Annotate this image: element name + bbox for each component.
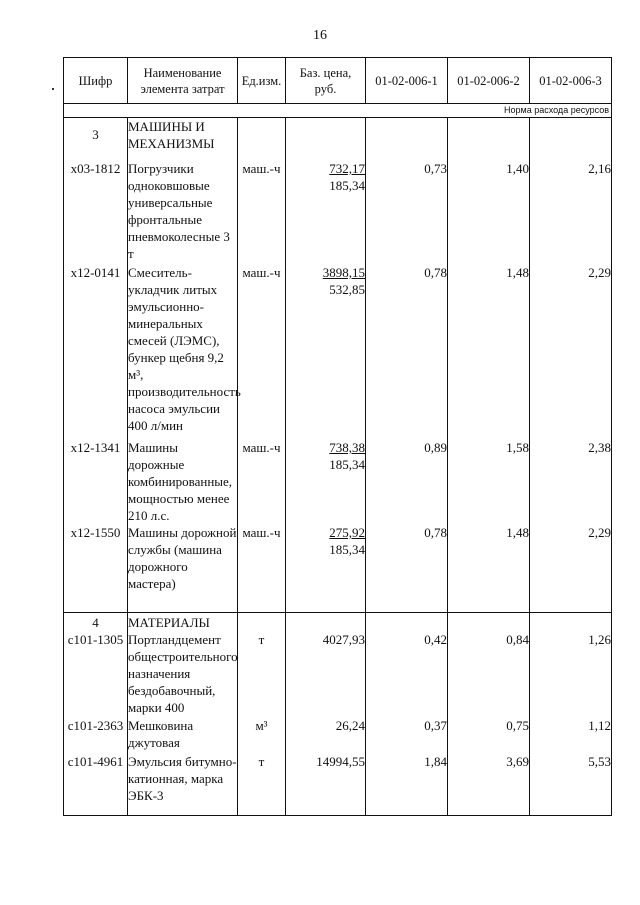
- row-unit: т: [238, 753, 286, 816]
- row-value-2: 1,58: [448, 439, 530, 524]
- row-price: [286, 524, 366, 613]
- row-name: Эмульсия битумно-катионная, марка ЭБК-3: [128, 753, 238, 816]
- section-title: МАТЕРИАЛЫ: [128, 613, 238, 632]
- row-price-main: 738,38: [329, 440, 365, 455]
- row-value-2: 0,84: [448, 631, 530, 717]
- table-row: [64, 524, 612, 613]
- row-name: Машины дорожной службы (машина дорожного мастера): [128, 524, 238, 613]
- section-number: 4: [64, 613, 128, 632]
- row-value-3: 1,26: [530, 631, 612, 717]
- row-price-secondary: 185,34: [329, 457, 365, 472]
- row-value-3: 2,38: [530, 439, 612, 524]
- row-unit: м³: [238, 717, 286, 753]
- row-code: х03-1812: [64, 160, 128, 264]
- row-price: 4027,93: [286, 631, 366, 717]
- row-price: 26,24: [286, 717, 366, 753]
- table-row: [64, 631, 612, 717]
- scan-speck: [52, 88, 54, 90]
- header-price-line1: Баз. цена,: [299, 65, 352, 80]
- row-code: с101-4961: [64, 753, 128, 816]
- table-row: [64, 264, 612, 439]
- row-value-1: 0,73: [366, 160, 448, 264]
- row-price: [286, 264, 366, 439]
- row-value-3: 5,53: [530, 753, 612, 816]
- table-row: [64, 717, 612, 753]
- row-name: Смеситель-укладчик литых эмульсионно-минеральных смесей (ЛЭМС), бункер щебня 9,2 м³, производительность насоса эмульсии 400 л/мин: [128, 264, 238, 439]
- header-unit: Ед.изм.: [238, 58, 286, 104]
- row-price: 14994,55: [286, 753, 366, 816]
- row-value-1: 0,37: [366, 717, 448, 753]
- row-price: [286, 160, 366, 264]
- row-value-2: 1,40: [448, 160, 530, 264]
- section-title: МАШИНЫ И МЕХАНИЗМЫ: [128, 118, 238, 161]
- row-code: х12-1550: [64, 524, 128, 613]
- row-name: Мешковина джутовая: [128, 717, 238, 753]
- header-name-line2: элемента затрат: [140, 81, 225, 96]
- table-header-row: [64, 58, 612, 104]
- row-value-1: 1,84: [366, 753, 448, 816]
- row-unit: т: [238, 631, 286, 717]
- header-name: [128, 58, 238, 104]
- row-price: [286, 439, 366, 524]
- row-price-main: 732,17: [329, 161, 365, 176]
- norm-row: [64, 104, 612, 118]
- table-row: [64, 753, 612, 816]
- row-value-1: 0,89: [366, 439, 448, 524]
- header-col2: 01-02-006-2: [448, 58, 530, 104]
- table-row: [64, 439, 612, 524]
- resource-norm-table: [63, 57, 612, 816]
- row-value-2: 3,69: [448, 753, 530, 816]
- header-col3: 01-02-006-3: [530, 58, 612, 104]
- header-code: Шифр: [64, 58, 128, 104]
- row-code: х12-0141: [64, 264, 128, 439]
- section-number: 3: [64, 118, 128, 161]
- page-number: 16: [313, 28, 327, 43]
- row-price-secondary: 532,85: [329, 282, 365, 297]
- row-price-main: 275,92: [329, 525, 365, 540]
- row-code: с101-1305: [64, 631, 128, 717]
- row-value-2: 1,48: [448, 524, 530, 613]
- row-name: Портландцемент общестроительного назначения бездобавочный, марки 400: [128, 632, 238, 715]
- row-value-3: 2,29: [530, 264, 612, 439]
- table-row: [64, 160, 612, 264]
- header-name-line1: Наименование: [143, 65, 222, 80]
- row-unit: маш.-ч: [238, 160, 286, 264]
- row-name: Погрузчики одноковшовые универсальные фронтальные пневмоколесные 3 т: [128, 160, 238, 264]
- row-value-1: 0,78: [366, 524, 448, 613]
- row-value-3: 2,16: [530, 160, 612, 264]
- row-unit: маш.-ч: [238, 439, 286, 524]
- norm-label: Норма расхода ресурсов: [64, 104, 612, 118]
- row-unit: маш.-ч: [238, 264, 286, 439]
- header-col1: 01-02-006-1: [366, 58, 448, 104]
- row-value-3: 1,12: [530, 717, 612, 753]
- header-price: [286, 58, 366, 104]
- row-value-2: 0,75: [448, 717, 530, 753]
- row-value-2: 1,48: [448, 264, 530, 439]
- row-value-3: 2,29: [530, 524, 612, 613]
- row-price-main: 3898,15: [322, 265, 365, 280]
- row-unit: маш.-ч: [238, 524, 286, 613]
- row-value-1: 0,42: [366, 631, 448, 717]
- section-row-machines: [64, 118, 612, 161]
- row-price-secondary: 185,34: [329, 178, 365, 193]
- row-price-secondary: 185,34: [329, 542, 365, 557]
- row-name: Машины дорожные комбинированные, мощностью менее 210 л.с.: [128, 439, 238, 524]
- header-price-line2: руб.: [314, 81, 337, 96]
- row-value-1: 0,78: [366, 264, 448, 439]
- row-code: с101-2363: [64, 717, 128, 753]
- section-row-materials: [64, 613, 612, 632]
- row-code: х12-1341: [64, 439, 128, 524]
